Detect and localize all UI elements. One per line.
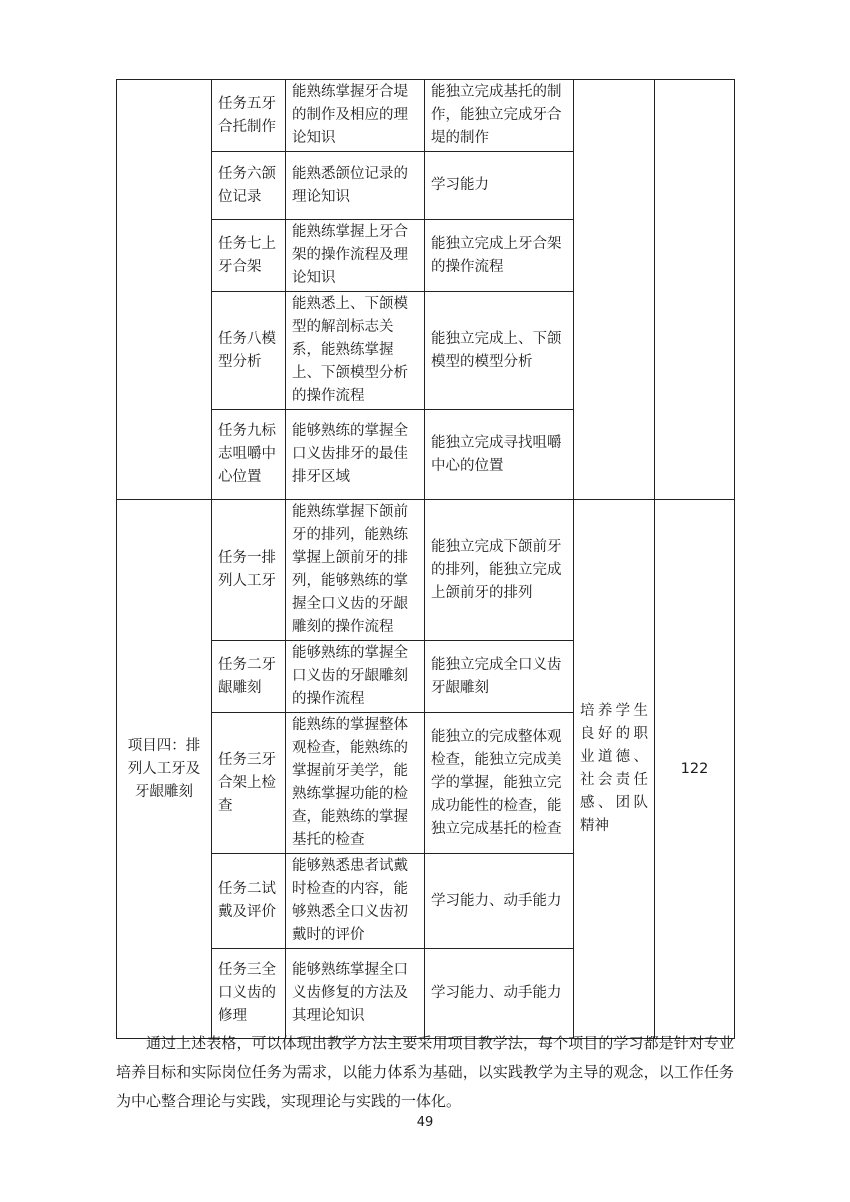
project-cell: 项目四：排列人工牙及牙龈雕刻 <box>117 500 212 1039</box>
task-cell: 任务九标志咀嚼中心位置 <box>212 410 286 500</box>
project-cell <box>117 80 212 500</box>
hours-cell: 122 <box>655 500 735 1039</box>
table-row <box>117 500 735 641</box>
task-cell: 任务二牙龈雕刻 <box>212 641 286 713</box>
knowledge-cell: 能熟练掌握下颌前牙的排列，能熟练掌握上颌前牙的排列，能够熟练的掌握全口义齿的牙龈雕刻的操作流程 <box>286 500 425 641</box>
ability-cell: 能独立的完成整体观检查，能独立完成美学的掌握，能独立完成功能性的检查，能独立完成基托的检查 <box>425 713 574 854</box>
knowledge-cell: 能够熟练的掌握全口义齿排牙的最佳排牙区域 <box>286 410 425 500</box>
hours-cell <box>655 80 735 500</box>
knowledge-cell: 能熟悉颌位记录的理论知识 <box>286 152 425 220</box>
course-table <box>116 79 735 1039</box>
body-paragraph: 通过上述表格，可以体现出教学方法主要采用项目教学法，每个项目的学习都是针对专业培养目标和实际岗位任务为需求，以能力体系为基础，以实践教学为主导的观念，以工作任务为中心整合理论与实践，实现理论与实践的一体化。 <box>116 1034 734 1110</box>
task-cell: 任务二试戴及评价 <box>212 854 286 949</box>
knowledge-cell: 能够熟练的掌握全口义齿的牙龈雕刻的操作流程 <box>286 641 425 713</box>
knowledge-cell: 能熟悉上、下颌模型的解剖标志关系，能熟练掌握上、下颌模型分析的操作流程 <box>286 292 425 410</box>
ability-cell: 能独立完成下颌前牙的排列，能独立完成上颌前牙的排列 <box>425 500 574 641</box>
table-row <box>117 80 735 152</box>
ability-cell: 能独立完成上、下颌模型的模型分析 <box>425 292 574 410</box>
quality-cell: 培养学生良好的职业道德、社会责任感、团队精神 <box>574 500 655 1039</box>
knowledge-cell: 能够熟练掌握全口义齿修复的方法及其理论知识 <box>286 949 425 1039</box>
task-cell: 任务一排列人工牙 <box>212 500 286 641</box>
task-cell: 任务八模型分析 <box>212 292 286 410</box>
ability-cell: 能独立完成全口义齿牙龈雕刻 <box>425 641 574 713</box>
knowledge-cell: 能熟练掌握上牙合架的操作流程及理论知识 <box>286 220 425 292</box>
ability-cell: 学习能力 <box>425 152 574 220</box>
ability-cell: 能独立完成上牙合架的操作流程 <box>425 220 574 292</box>
ability-cell: 能独立完成寻找咀嚼中心的位置 <box>425 410 574 500</box>
page-number: 49 <box>416 1115 434 1130</box>
knowledge-cell: 能熟练掌握牙合堤的制作及相应的理论知识 <box>286 80 425 152</box>
ability-cell: 学习能力、动手能力 <box>425 854 574 949</box>
knowledge-cell: 能熟练的掌握整体观检查，能熟练的掌握前牙美学，能熟练掌握功能的检查，能熟练的掌握基托的检查 <box>286 713 425 854</box>
ability-cell: 能独立完成基托的制作，能独立完成牙合堤的制作 <box>425 80 574 152</box>
ability-cell: 学习能力、动手能力 <box>425 949 574 1039</box>
knowledge-cell: 能够熟悉患者试戴时检查的内容，能够熟悉全口义齿初戴时的评价 <box>286 854 425 949</box>
task-cell: 任务三全口义齿的修理 <box>212 949 286 1039</box>
task-cell: 任务七上牙合架 <box>212 220 286 292</box>
task-cell: 任务六颌位记录 <box>212 152 286 220</box>
task-cell: 任务三牙合架上检查 <box>212 713 286 854</box>
quality-cell <box>574 80 655 500</box>
task-cell: 任务五牙合托制作 <box>212 80 286 152</box>
